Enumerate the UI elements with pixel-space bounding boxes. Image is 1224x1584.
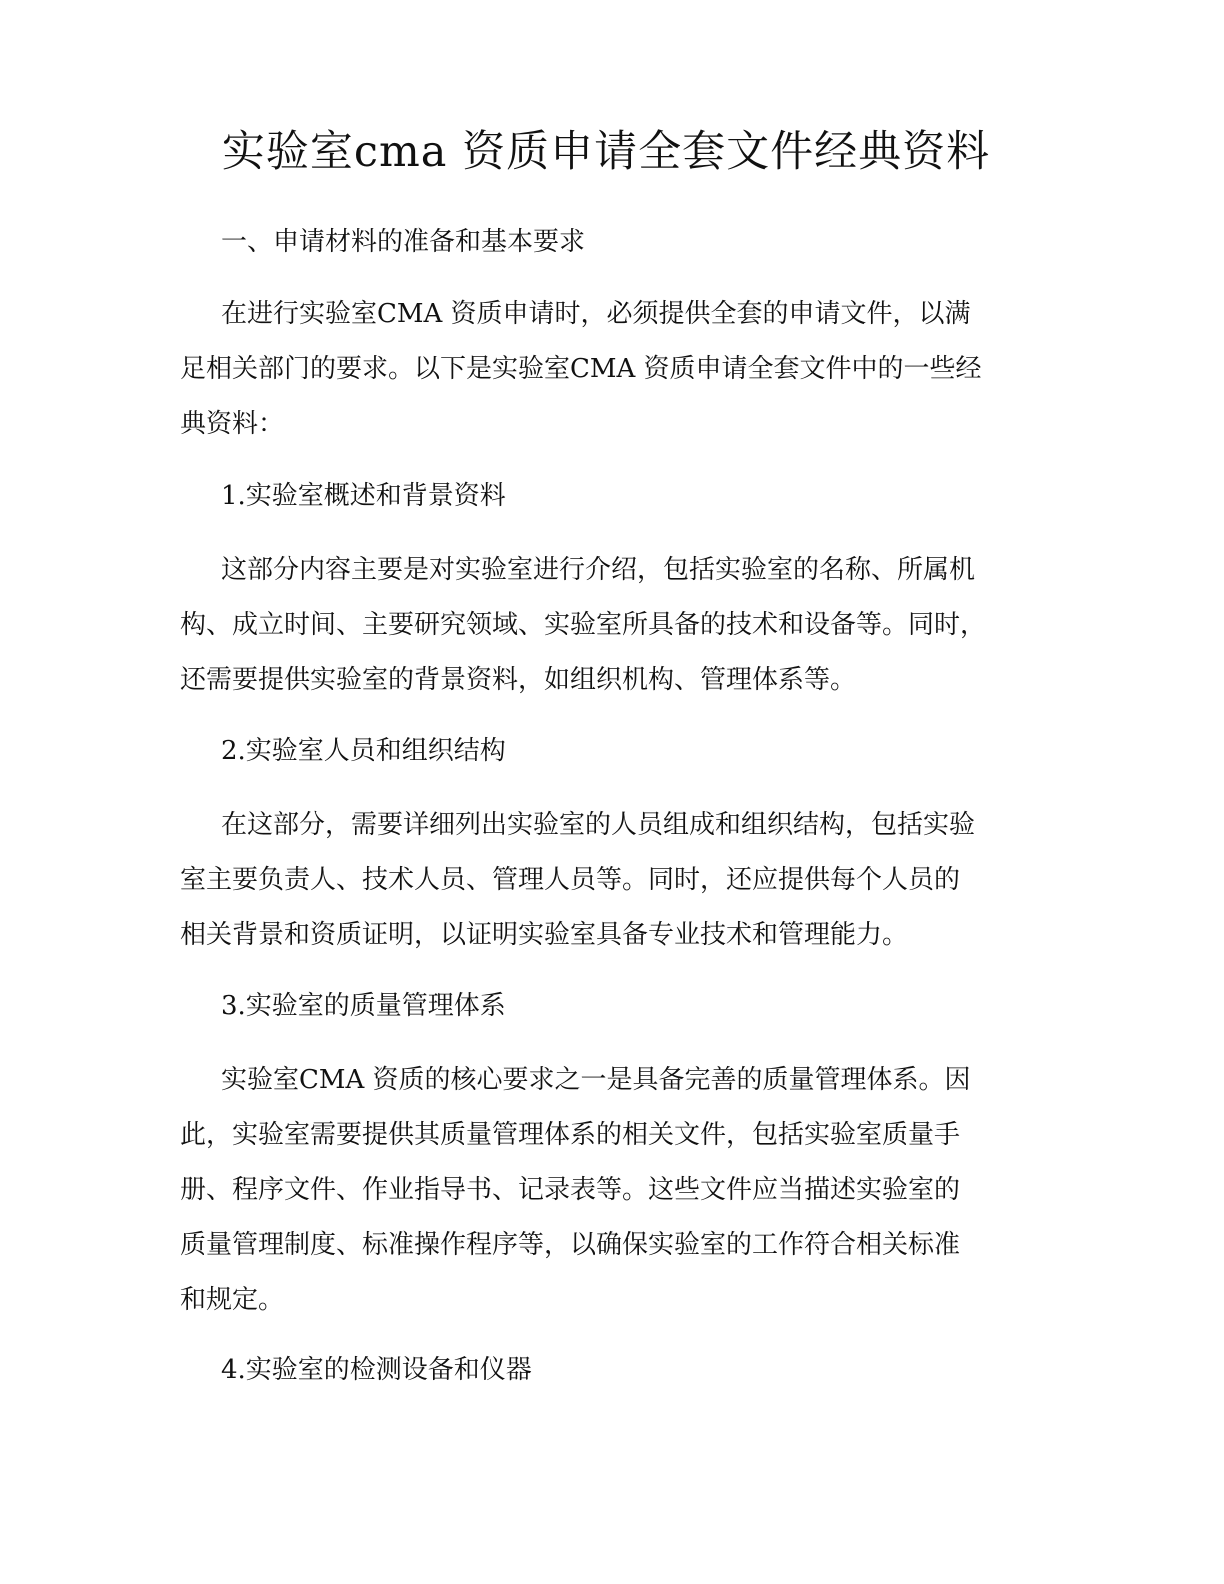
personnel-paragraph xyxy=(180,798,1060,963)
paragraph-line: 室主要负责人、技术人员、管理人员等。同时，还应提供每个人员的 xyxy=(180,865,961,895)
paragraph-line: 质量管理制度、标准操作程序等，以确保实验室的工作符合相关标准 xyxy=(180,1230,961,1260)
paragraph-line: 和规定。 xyxy=(180,1285,285,1315)
overview-paragraph xyxy=(180,543,1060,708)
item-heading-equipment: 4.实验室的检测设备和仪器 xyxy=(221,1355,532,1385)
paragraph-line: 实验室CMA 资质的核心要求之一是具备完善的质量管理体系。因 xyxy=(221,1065,971,1095)
paragraph-line: 足相关部门的要求。以下是实验室CMA 资质申请全套文件中的一些经 xyxy=(180,354,982,384)
paragraph-line: 典资料： xyxy=(180,409,285,439)
paragraph-line: 这部分内容主要是对实验室进行介绍，包括实验室的名称、所属机 xyxy=(221,555,976,585)
section-heading-requirements: 一、申请材料的准备和基本要求 xyxy=(221,227,586,257)
quality-paragraph xyxy=(180,1053,1060,1328)
paragraph-line: 还需要提供实验室的背景资料，如组织机构、管理体系等。 xyxy=(180,665,857,695)
paragraph-line: 册、程序文件、作业指导书、记录表等。这些文件应当描述实验室的 xyxy=(180,1175,961,1205)
intro-paragraph xyxy=(180,287,1060,452)
paragraph-line: 相关背景和资质证明，以证明实验室具备专业技术和管理能力。 xyxy=(180,920,909,950)
paragraph-line: 在这部分，需要详细列出实验室的人员组成和组织结构，包括实验 xyxy=(221,810,976,840)
paragraph-line: 构、成立时间、主要研究领域、实验室所具备的技术和设备等。同时， xyxy=(180,610,987,640)
document-title: 实验室cma 资质申请全套文件经典资料 xyxy=(221,127,991,177)
item-heading-overview: 1.实验室概述和背景资料 xyxy=(221,481,506,511)
item-heading-quality: 3.实验室的质量管理体系 xyxy=(221,991,506,1021)
item-heading-personnel: 2.实验室人员和组织结构 xyxy=(221,736,506,766)
paragraph-line: 此，实验室需要提供其质量管理体系的相关文件，包括实验室质量手 xyxy=(180,1120,961,1150)
paragraph-line: 在进行实验室CMA 资质申请时，必须提供全套的申请文件，以满 xyxy=(221,299,971,329)
